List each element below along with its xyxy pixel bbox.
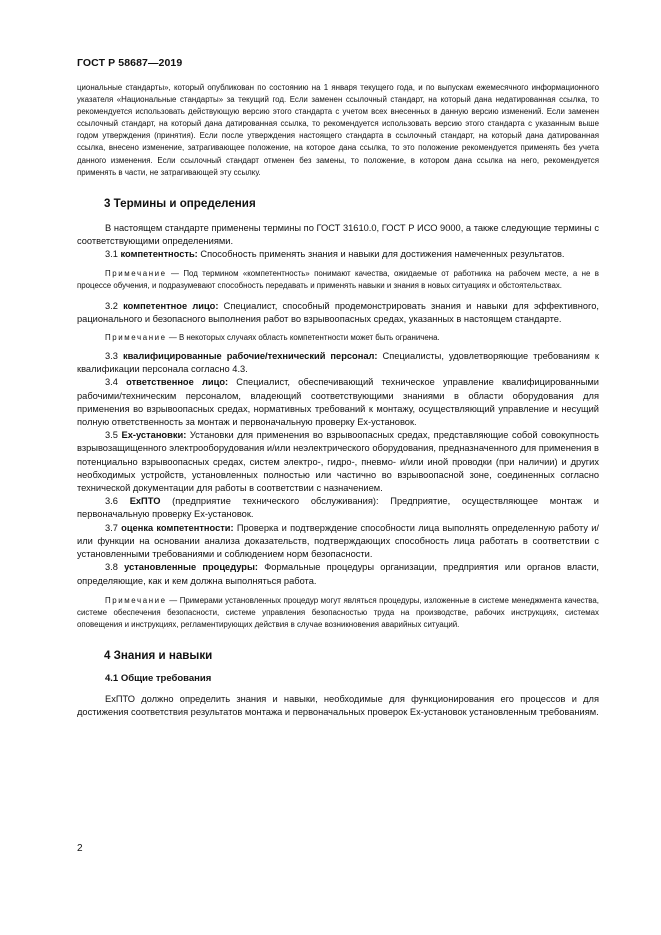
term-definition: Специалисты, удовлетворяющие требованиям к квалификации персонала согласно 4.3. bbox=[77, 351, 599, 375]
term-definition: Формальные процедуры организации, предприятия или органов власти, определяющие, как и кем должна выполняться работа. bbox=[77, 562, 600, 586]
note-text: — Под термином «компетентность» понимают качества, ожидаемые от работника на рабочем месте, а не в процессе обучения, и подразумевают способность передавать и применять навыки и знания в новых ситуациях и обстоятельствах. bbox=[77, 269, 599, 291]
term-name: ExПТО bbox=[129, 496, 161, 507]
note-label: Примечание bbox=[105, 269, 167, 279]
document-header: ГОСТ Р 58687—2019 bbox=[77, 57, 183, 69]
term-definition: Установки для применения во взрывоопасных средах, представляющие собой совокупность взрывозащищенного электрооборудования и/или неэлектрического оборудования, предназначенного для применения в потенциально взрывоопасных средах, систем электро-, гидро-, пневмо- и/или иной проводки (при наличии) и других необходимых устройств, установленных полностью или частично во взрывоопасной зоне, соединенных согласно технической документации для работы в соответствии с назначением. bbox=[77, 430, 599, 494]
note-1 bbox=[77, 268, 599, 292]
term-definition: Специалист, способный продемонстрировать знания и навыки для эффективного, рационального и безопасного выполнения работ во взрывоопасных средах, указанных в настоящем стандарте. bbox=[77, 300, 599, 324]
term-number: 3.7 bbox=[105, 522, 118, 533]
term-3-3 bbox=[77, 350, 599, 376]
term-definition: (предприятие технического обслуживания): Предприятие, осуществляющее монтаж и первоначальную проверку Ex-установок. bbox=[77, 496, 599, 520]
term-number: 3.4 bbox=[105, 377, 118, 388]
term-3-1 bbox=[77, 248, 599, 261]
section-3-heading: 3 Термины и определения bbox=[104, 196, 256, 210]
note-label: Примечание bbox=[105, 332, 167, 342]
term-3-4 bbox=[77, 376, 599, 429]
term-definition: Проверка и подтверждение способности лица выполнять определенную работу и/или функции на основании анализа доказательств, подтверждающих способность лица работать в соответствии с установленными требованиями и соблюдением норм безопасности. bbox=[77, 522, 600, 560]
term-number: 3.2 bbox=[105, 300, 118, 311]
term-number: 3.6 bbox=[105, 496, 118, 507]
section-3-intro: В настоящем стандарте применены термины по ГОСТ 31610.0, ГОСТ Р ИСО 9000, а также следующие термины с соответствующими определениями. bbox=[77, 222, 599, 246]
term-3-2 bbox=[77, 300, 599, 326]
term-name: установленные процедуры: bbox=[124, 562, 258, 573]
term-3-8 bbox=[77, 561, 599, 587]
note-3 bbox=[77, 595, 599, 631]
term-name: ответственное лицо: bbox=[126, 377, 229, 388]
term-number: 3.1 bbox=[105, 249, 118, 260]
term-number: 3.8 bbox=[105, 562, 118, 573]
term-name: квалифицированные рабочие/технический персонал: bbox=[122, 351, 378, 362]
page-number: 2 bbox=[77, 843, 83, 854]
note-2 bbox=[77, 332, 599, 344]
term-name: Ex-установки: bbox=[121, 430, 187, 441]
note-label: Примечание bbox=[105, 595, 167, 605]
note-text: — В некоторых случаях область компетентности может быть ограничена. bbox=[166, 332, 440, 342]
term-3-6 bbox=[77, 495, 599, 521]
section-4-heading: 4 Знания и навыки bbox=[104, 648, 213, 662]
term-definition: Специалист, обеспечивающий техническое управление квалифицированными рабочими/техническим персоналом, владеющий соответствующими знаниями в области оборудования для применения во взрывоопасных средах, нормативных требований к монтажу, осуществляющий управление и несущий полную ответственность за монтаж и первоначальную проверку Ex-установок. bbox=[77, 377, 599, 428]
term-3-7 bbox=[77, 522, 599, 562]
term-definition: Способность применять знания и навыки для достижения намеченных результатов. bbox=[197, 249, 565, 260]
term-name: оценка компетентности: bbox=[121, 522, 234, 533]
intro-paragraph: циональные стандарты», который опубликован по состоянию на 1 января текущего года, и по выпускам ежемесячного информационного указателя «Национальные стандарты» за текущий год. Если заменен ссылочный стандарт, на который дана недатированная ссылка, то рекомендуется использовать действующую версию этого стандарта с учетом всех внесенных в данную версию изменений. Если заменен ссылочный стандарт, на который дана датированная ссылка, то рекомендуется использовать версию этого стандарта с указанным выше годом утверждения (принятия). Если после утверждения настоящего стандарта в ссылочный стандарт, на который дана датированная ссылка, внесено изменение, затрагивающее положение, на которое дана ссылка, то это положение рекомендуется применять без учета данного изменения. Если ссылочный стандарт отменен без замены, то положение, в котором дана ссылка на него, рекомендуется применять в части, не затрагивающей эту ссылку. bbox=[77, 83, 599, 177]
term-number: 3.3 bbox=[105, 351, 118, 362]
term-number: 3.5 bbox=[105, 430, 118, 441]
term-name: компетентность: bbox=[120, 249, 198, 260]
term-name: компетентное лицо: bbox=[123, 300, 219, 311]
section-4-1-text: ExПТО должно определить знания и навыки, необходимые для функционирования его процессов и для достижения соответствия результатов монтажа и первоначальных проверок Ex-установок установленным требованиям. bbox=[77, 693, 599, 718]
page-content bbox=[77, 82, 599, 719]
note-text: — Примерами установленных процедур могут являться процедуры, изложенные в системе менеджмента качества, системе обеспечения безопасности, системе управления безопасностью труда на производстве, рабочих инструкциях, системах оповещения и инструкциях, регламентирующих действия в случае возникновения аварийных ситуаций. bbox=[77, 595, 599, 629]
term-3-5 bbox=[77, 429, 599, 495]
subsection-4-1-heading: 4.1 Общие требования bbox=[105, 672, 212, 684]
